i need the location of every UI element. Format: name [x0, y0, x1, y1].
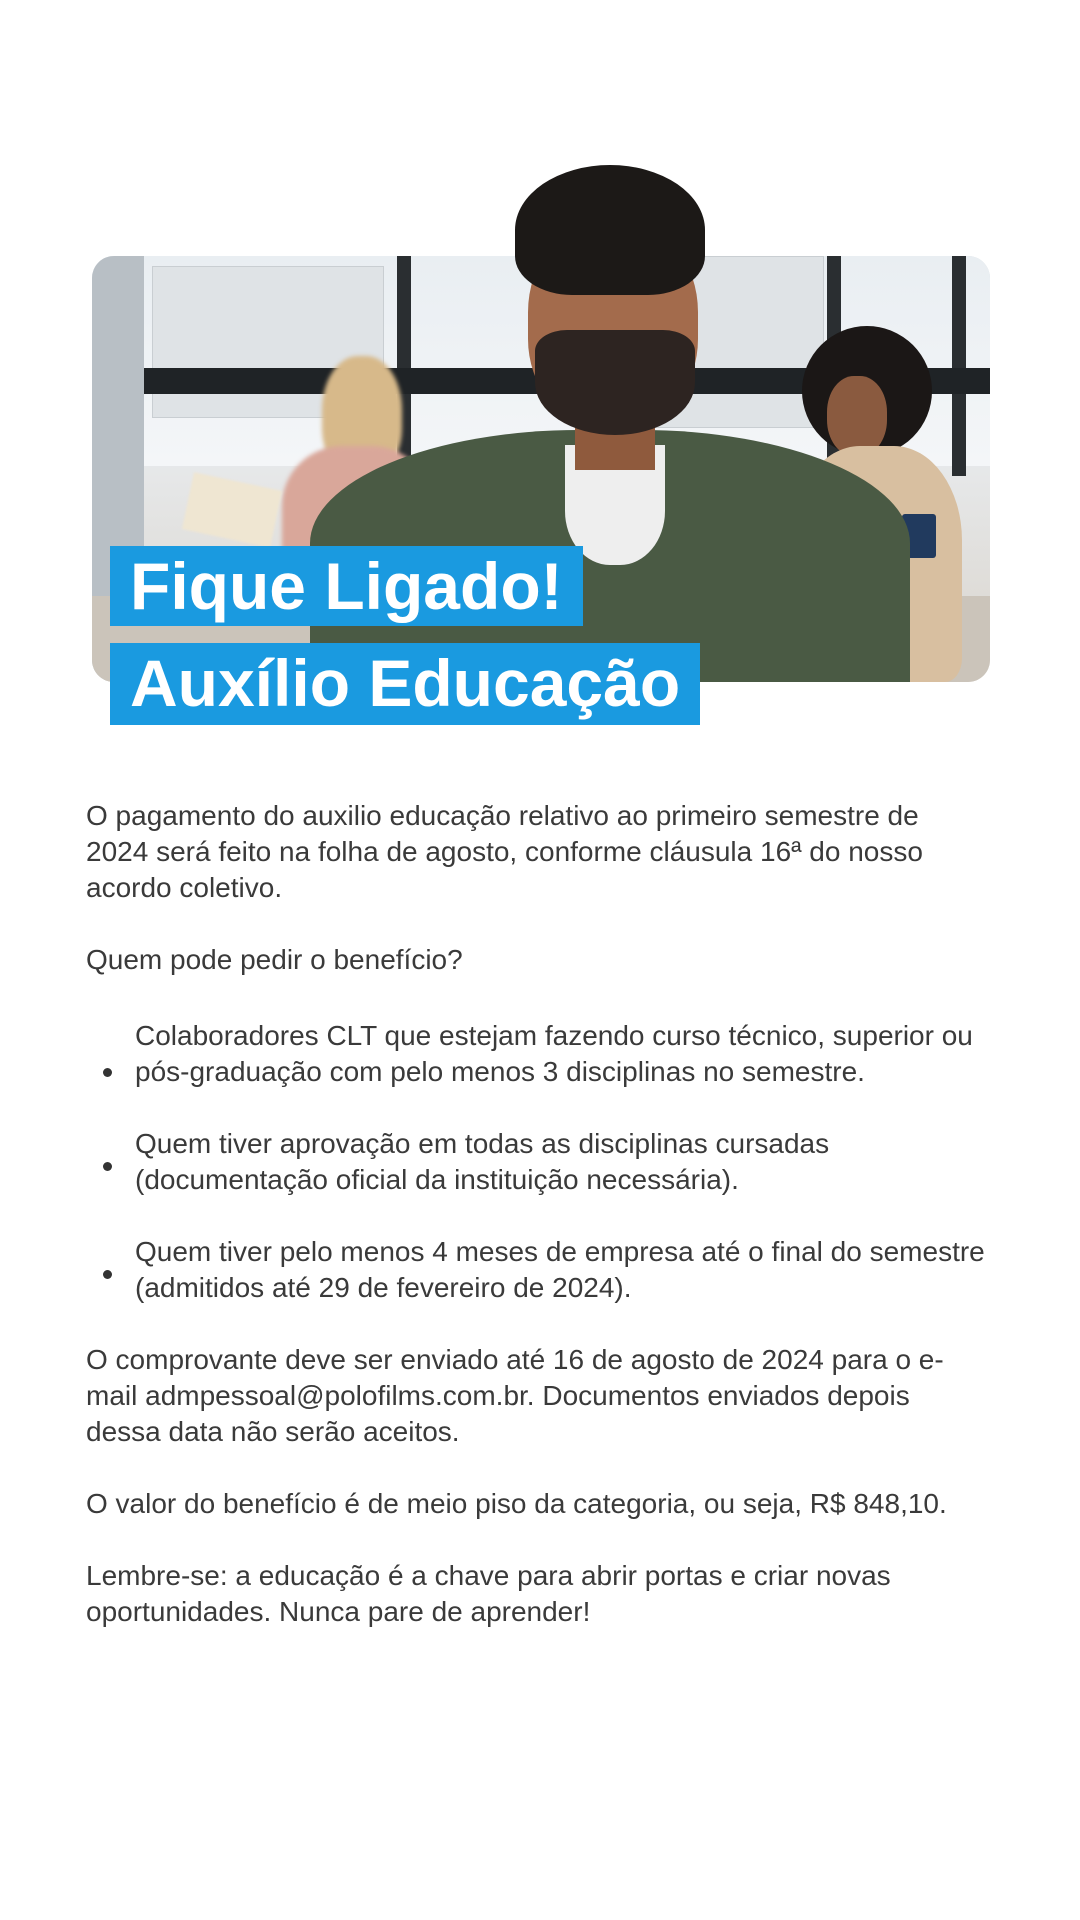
list-item: [86, 1126, 986, 1198]
closing-paragraph: Lembre-se: a educação é a chave para abrir portas e criar novas oportunidades. Nunca pare de aprender!: [86, 1560, 891, 1627]
deadline-paragraph: O comprovante deve ser enviado até 16 de agosto de 2024 para o e-mail admpessoal@polofilms.com.br. Documentos enviados depois dessa data não serão aceitos.: [86, 1344, 944, 1447]
list-item-text: Colaboradores CLT que estejam fazendo curso técnico, superior ou pós-graduação com pelo menos 3 disciplinas no semestre.: [135, 1020, 973, 1087]
eligibility-list: [86, 1018, 986, 1306]
list-item: [86, 1234, 986, 1306]
list-item-text: Quem tiver aprovação em todas as disciplinas cursadas (documentação oficial da instituição necessária).: [135, 1128, 830, 1195]
list-item-text: Quem tiver pelo menos 4 meses de empresa até o final do semestre (admitidos até 29 de fevereiro de 2024).: [135, 1236, 985, 1303]
person-beard: [535, 330, 695, 435]
value-paragraph: O valor do benefício é de meio piso da categoria, ou seja, R$ 848,10.: [86, 1488, 947, 1519]
bullet-icon: [103, 1068, 112, 1077]
bullet-icon: [103, 1162, 112, 1171]
body-content: [86, 798, 986, 1666]
window-frame: [952, 256, 966, 476]
eligibility-question: Quem pode pedir o benefício?: [86, 944, 463, 975]
intro-paragraph: O pagamento do auxilio educação relativo ao primeiro semestre de 2024 será feito na folha de agosto, conforme cláusula 16ª do nosso acordo coletivo.: [86, 800, 923, 903]
person-hair: [515, 165, 705, 295]
bullet-icon: [103, 1270, 112, 1279]
headline-line-2: Auxílio Educação: [110, 643, 700, 725]
list-item: [86, 1018, 986, 1090]
headline-line-1: Fique Ligado!: [110, 546, 583, 626]
